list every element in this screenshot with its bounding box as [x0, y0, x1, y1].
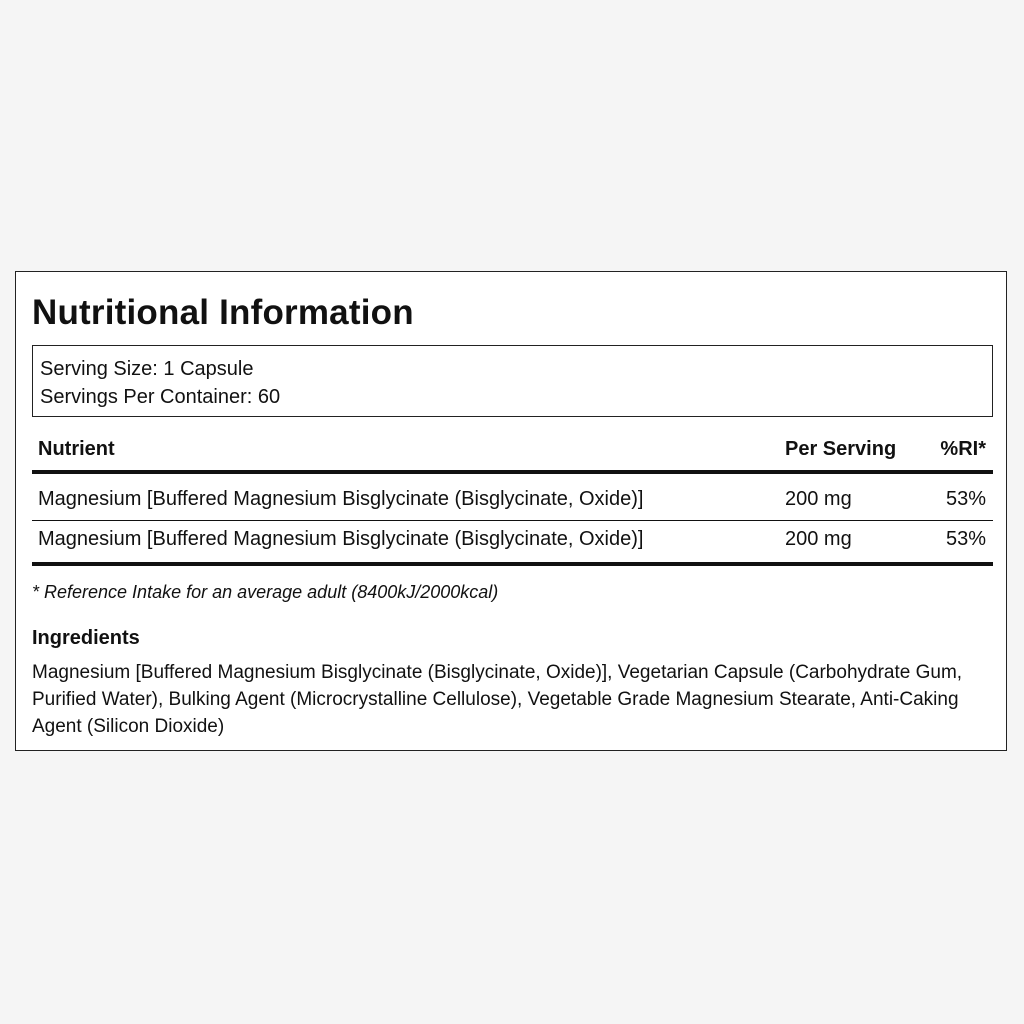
nutrient-amount: 200 mg [785, 528, 852, 550]
servings-per-container: Servings Per Container: 60 [40, 386, 281, 408]
serving-info-box [32, 345, 993, 417]
nutrient-name: Magnesium [Buffered Magnesium Bisglycinate (Bisglycinate, Oxide)] [38, 488, 644, 510]
reference-intake-footnote: * Reference Intake for an average adult (8400kJ/2000kcal) [32, 582, 499, 602]
nutrient-name: Magnesium [Buffered Magnesium Bisglycinate (Bisglycinate, Oxide)] [38, 528, 644, 550]
ingredients-heading: Ingredients [32, 627, 140, 649]
nutrient-ri: 53% [945, 488, 986, 510]
serving-size: Serving Size: 1 Capsule [40, 358, 254, 380]
ingredients-text: Magnesium [Buffered Magnesium Bisglycinate (Bisglycinate, Oxide)], Vegetarian Capsule (Carbohydrate Gum, Purified Water), Bulking Agent (Microcrystalline Cellulose), Vegetable Grade Magnesium Stearate, Anti-Caking Agent (Silicon Dioxide) [32, 662, 963, 737]
header-nutrient: Nutrient [38, 438, 115, 460]
nutrition-panel [15, 271, 1007, 751]
nutrient-ri: 53% [945, 528, 986, 550]
nutrient-amount: 200 mg [785, 488, 852, 510]
table-row [32, 522, 993, 566]
header-per-serving: Per Serving [785, 438, 897, 460]
table-header [32, 434, 993, 474]
page-title: Nutritional Information [32, 293, 414, 332]
table-row [32, 482, 993, 521]
header-ri: %RI* [940, 438, 986, 460]
